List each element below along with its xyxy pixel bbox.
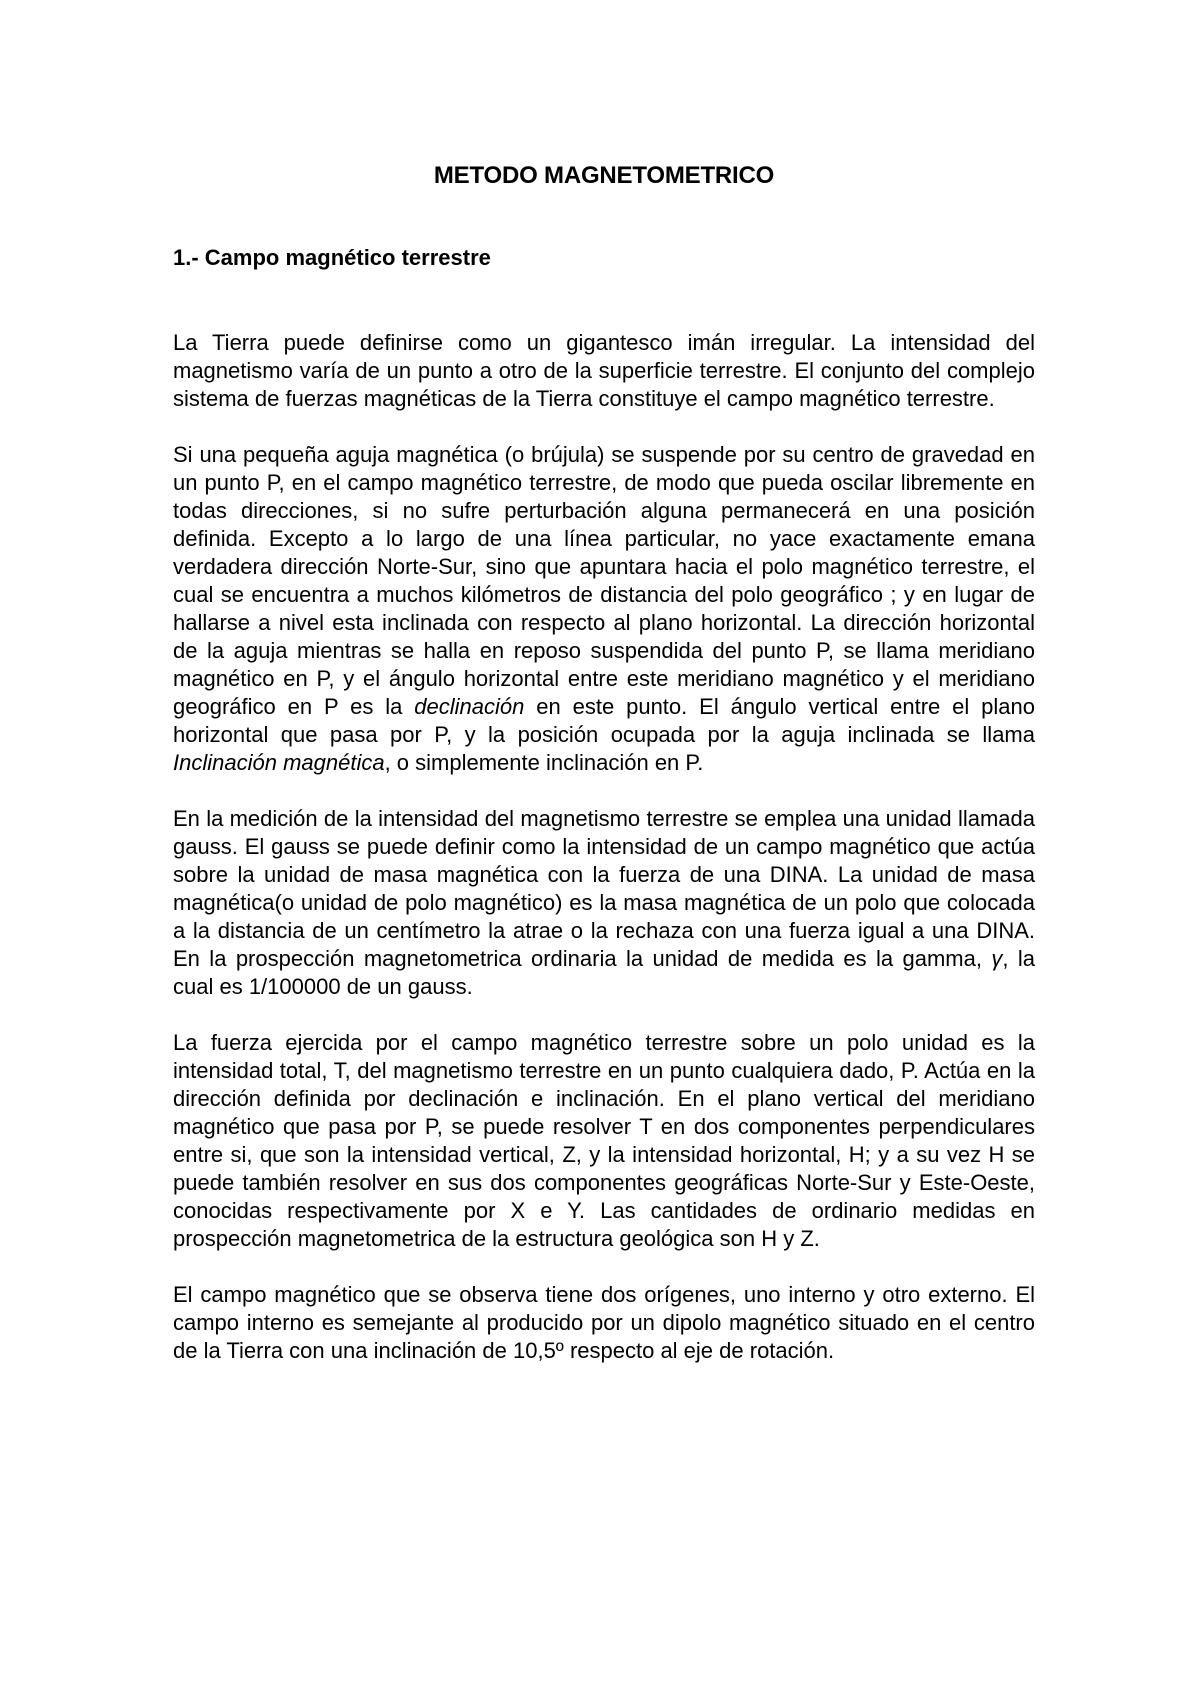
- italic-term: γ: [991, 946, 1003, 971]
- body-paragraph: [173, 805, 1035, 1001]
- body-paragraph: [173, 441, 1035, 777]
- paragraph-text: El campo magnético que se observa tiene dos orígenes, uno interno y otro externo. El campo interno es semejante al producido por un dipolo magnético situado en el centro de la Tierra con una inclinación de 10,5º respecto al eje de rotación.: [173, 1282, 1035, 1363]
- document-title: METODO MAGNETOMETRICO: [433, 162, 775, 189]
- paragraph-text: La Tierra puede definirse como un gigantesco imán irregular. La intensidad del magnetismo varía de un punto a otro de la superficie terrestre. El conjunto del complejo sistema de fuerzas magnéticas de la Tierra constituye el campo magnético terrestre.: [173, 330, 1035, 411]
- paragraph-text: en este punto. El ángulo vertical entre el plano horizontal que pasa por P, y la posición ocupada por la aguja inclinada se llama: [173, 694, 1036, 747]
- paragraph-text: La fuerza ejercida por el campo magnético terrestre sobre un polo unidad es la intensidad total, T, del magnetismo terrestre en un punto cualquiera dado, P. Actúa en la dirección definida por declinación e inclinación. En el plano vertical del meridiano magnético que pasa por P, se puede resolver T en dos componentes perpendiculares entre si, que son la intensidad vertical, Z, y la intensidad horizontal, H; y a su vez H se puede también resolver en sus dos componentes geográficas Norte-Sur y Este-Oeste, conocidas respectivamente por X e Y. Las cantidades de ordinario medidas en prospección magnetometrica de la estructura geológica son H y Z.: [173, 1030, 1035, 1251]
- body-paragraph: [173, 329, 1035, 413]
- body-paragraph: [173, 1281, 1035, 1365]
- paragraph-text: En la medición de la intensidad del magnetismo terrestre se emplea una unidad llamada gauss. El gauss se puede definir como la intensidad de un campo magnético que actúa sobre la unidad de masa magnética con la fuerza de una DINA. La unidad de masa magnética(o unidad de polo magnético) es la masa magnética de un polo que colocada a la distancia de un centímetro la atrae o la rechaza con una fuerza igual a una DINA. En la prospección magnetometrica ordinaria la unidad de medida es la gamma,: [173, 806, 1035, 971]
- section-heading: 1.- Campo magnético terrestre: [173, 245, 491, 270]
- document-page: [173, 158, 1035, 1365]
- section-body: [173, 329, 1035, 1365]
- body-paragraph: [173, 1029, 1035, 1253]
- italic-term: Inclinación magnética: [173, 750, 385, 775]
- paragraph-text: , o simplemente inclinación en P.: [384, 750, 704, 775]
- italic-term: declinación: [414, 694, 525, 719]
- paragraph-text: , la cual es 1/100000 de un gauss.: [173, 946, 1035, 999]
- paragraph-text: Si una pequeña aguja magnética (o brújula) se suspende por su centro de gravedad en un punto P, en el campo magnético terrestre, de modo que pueda oscilar libremente en todas direcciones, si no sufre perturbación alguna permanecerá en una posición definida. Excepto a lo largo de una línea particular, no yace exactamente emana verdadera dirección Norte-Sur, sino que apuntara hacia el polo magnético terrestre, el cual se encuentra a muchos kilómetros de distancia del polo geográfico ; y en lugar de hallarse a nivel esta inclinada con respecto al plano horizontal. La dirección horizontal de la aguja mientras se halla en reposo suspendida del punto P, se llama meridiano magnético en P, y el ángulo horizontal entre este meridiano magnético y el meridiano geográfico en P es la: [173, 442, 1035, 719]
